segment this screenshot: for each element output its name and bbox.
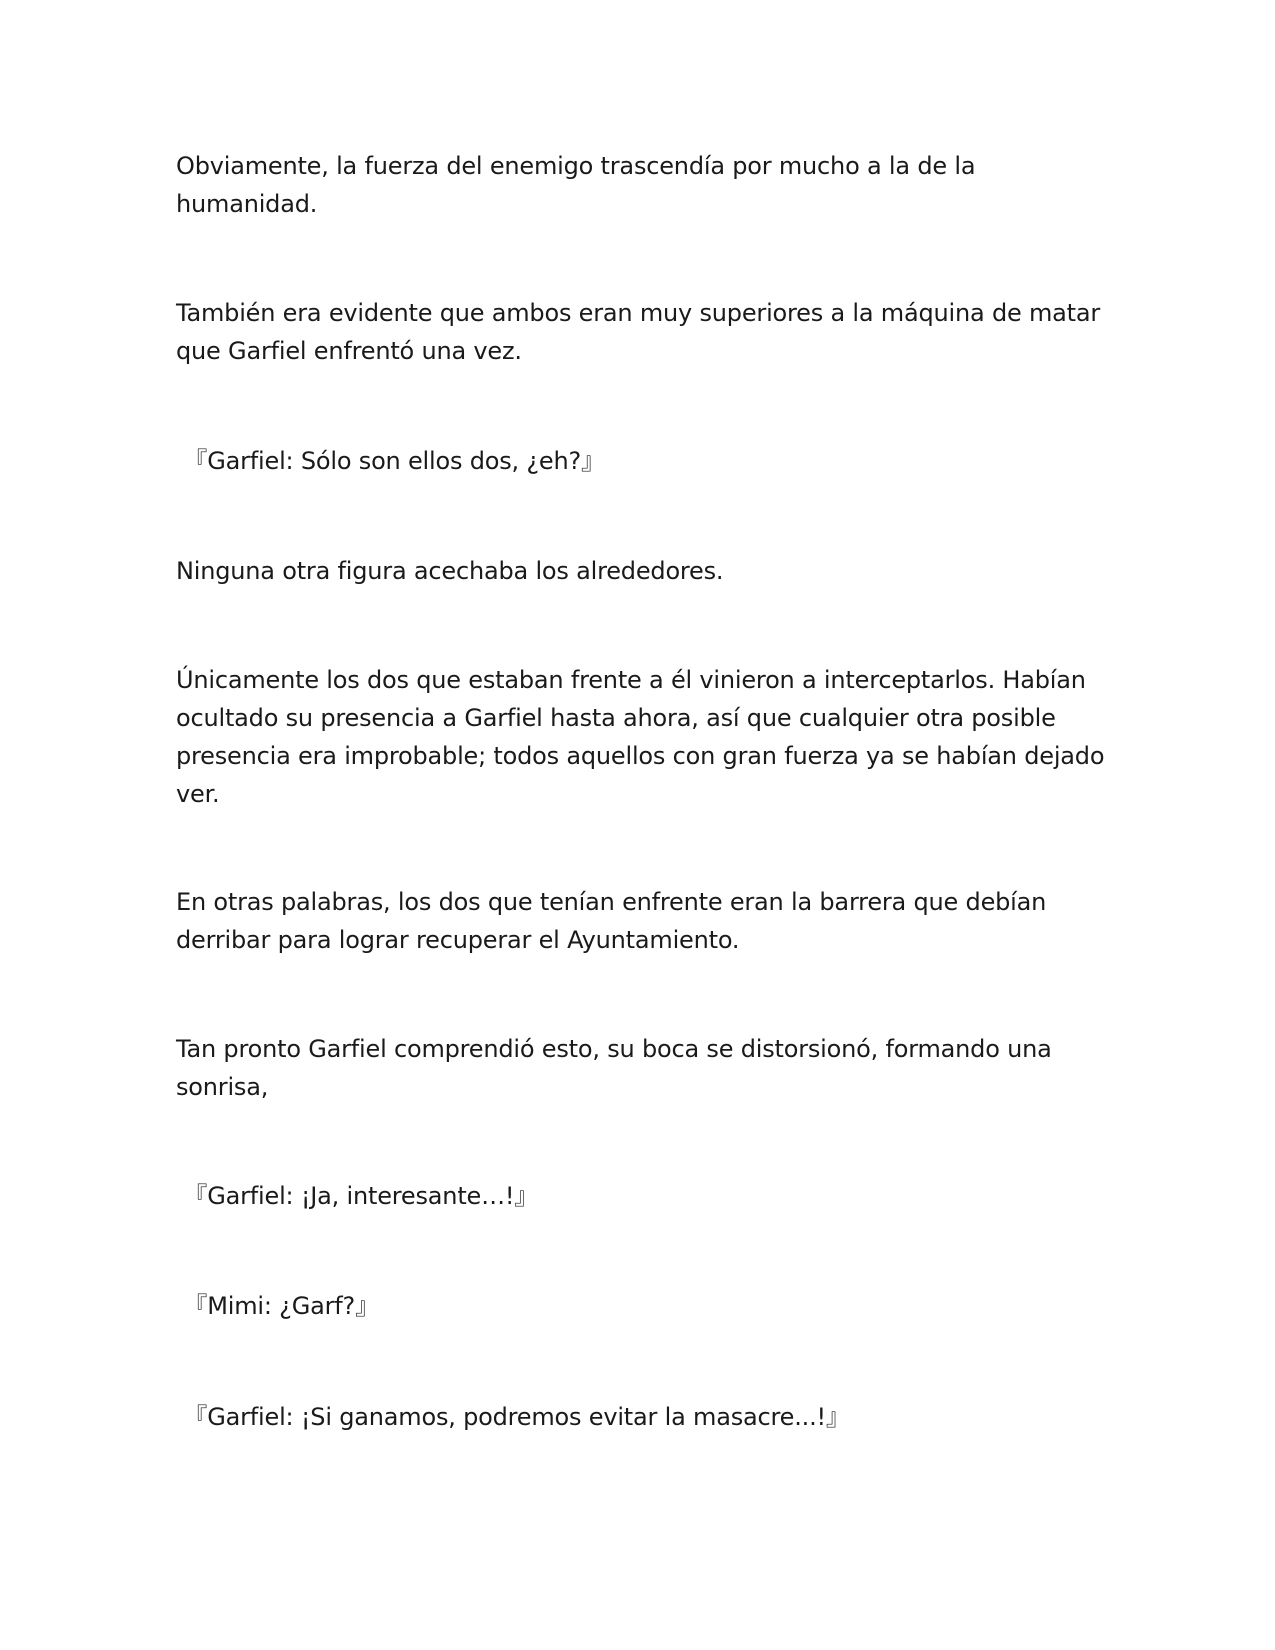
- dialogue-line: 『Mimi: ¿Garf?』: [176, 1292, 379, 1320]
- paragraph: En otras palabras, los dos que tenían enfrente eran la barrera que debían derribar para lograr recuperar el Ayuntamiento.: [176, 888, 1047, 954]
- paragraph: También era evidente que ambos eran muy superiores a la máquina de matar que Garfiel enfrentó una vez.: [176, 299, 1101, 365]
- dialogue-line: 『Garfiel: ¡Si ganamos, podremos evitar la masacre...!』: [176, 1403, 850, 1431]
- paragraph: Únicamente los dos que estaban frente a él vinieron a interceptarlos. Habían ocultado su presencia a Garfiel hasta ahora, así que cualquier otra posible presencia era improbable; todos aquellos con gran fuerza ya se habían dejado ver.: [176, 666, 1105, 808]
- paragraph: Tan pronto Garfiel comprendió esto, su boca se distorsionó, formando una sonrisa,: [176, 1035, 1052, 1101]
- paragraph: Ninguna otra figura acechaba los alrededores.: [176, 557, 724, 585]
- dialogue-line: 『Garfiel: Sólo son ellos dos, ¿eh?』: [176, 447, 605, 475]
- dialogue-line: 『Garfiel: ¡Ja, interesante…!』: [176, 1182, 539, 1210]
- paragraph: Obviamente, la fuerza del enemigo trascendía por mucho a la de la humanidad.: [176, 152, 976, 218]
